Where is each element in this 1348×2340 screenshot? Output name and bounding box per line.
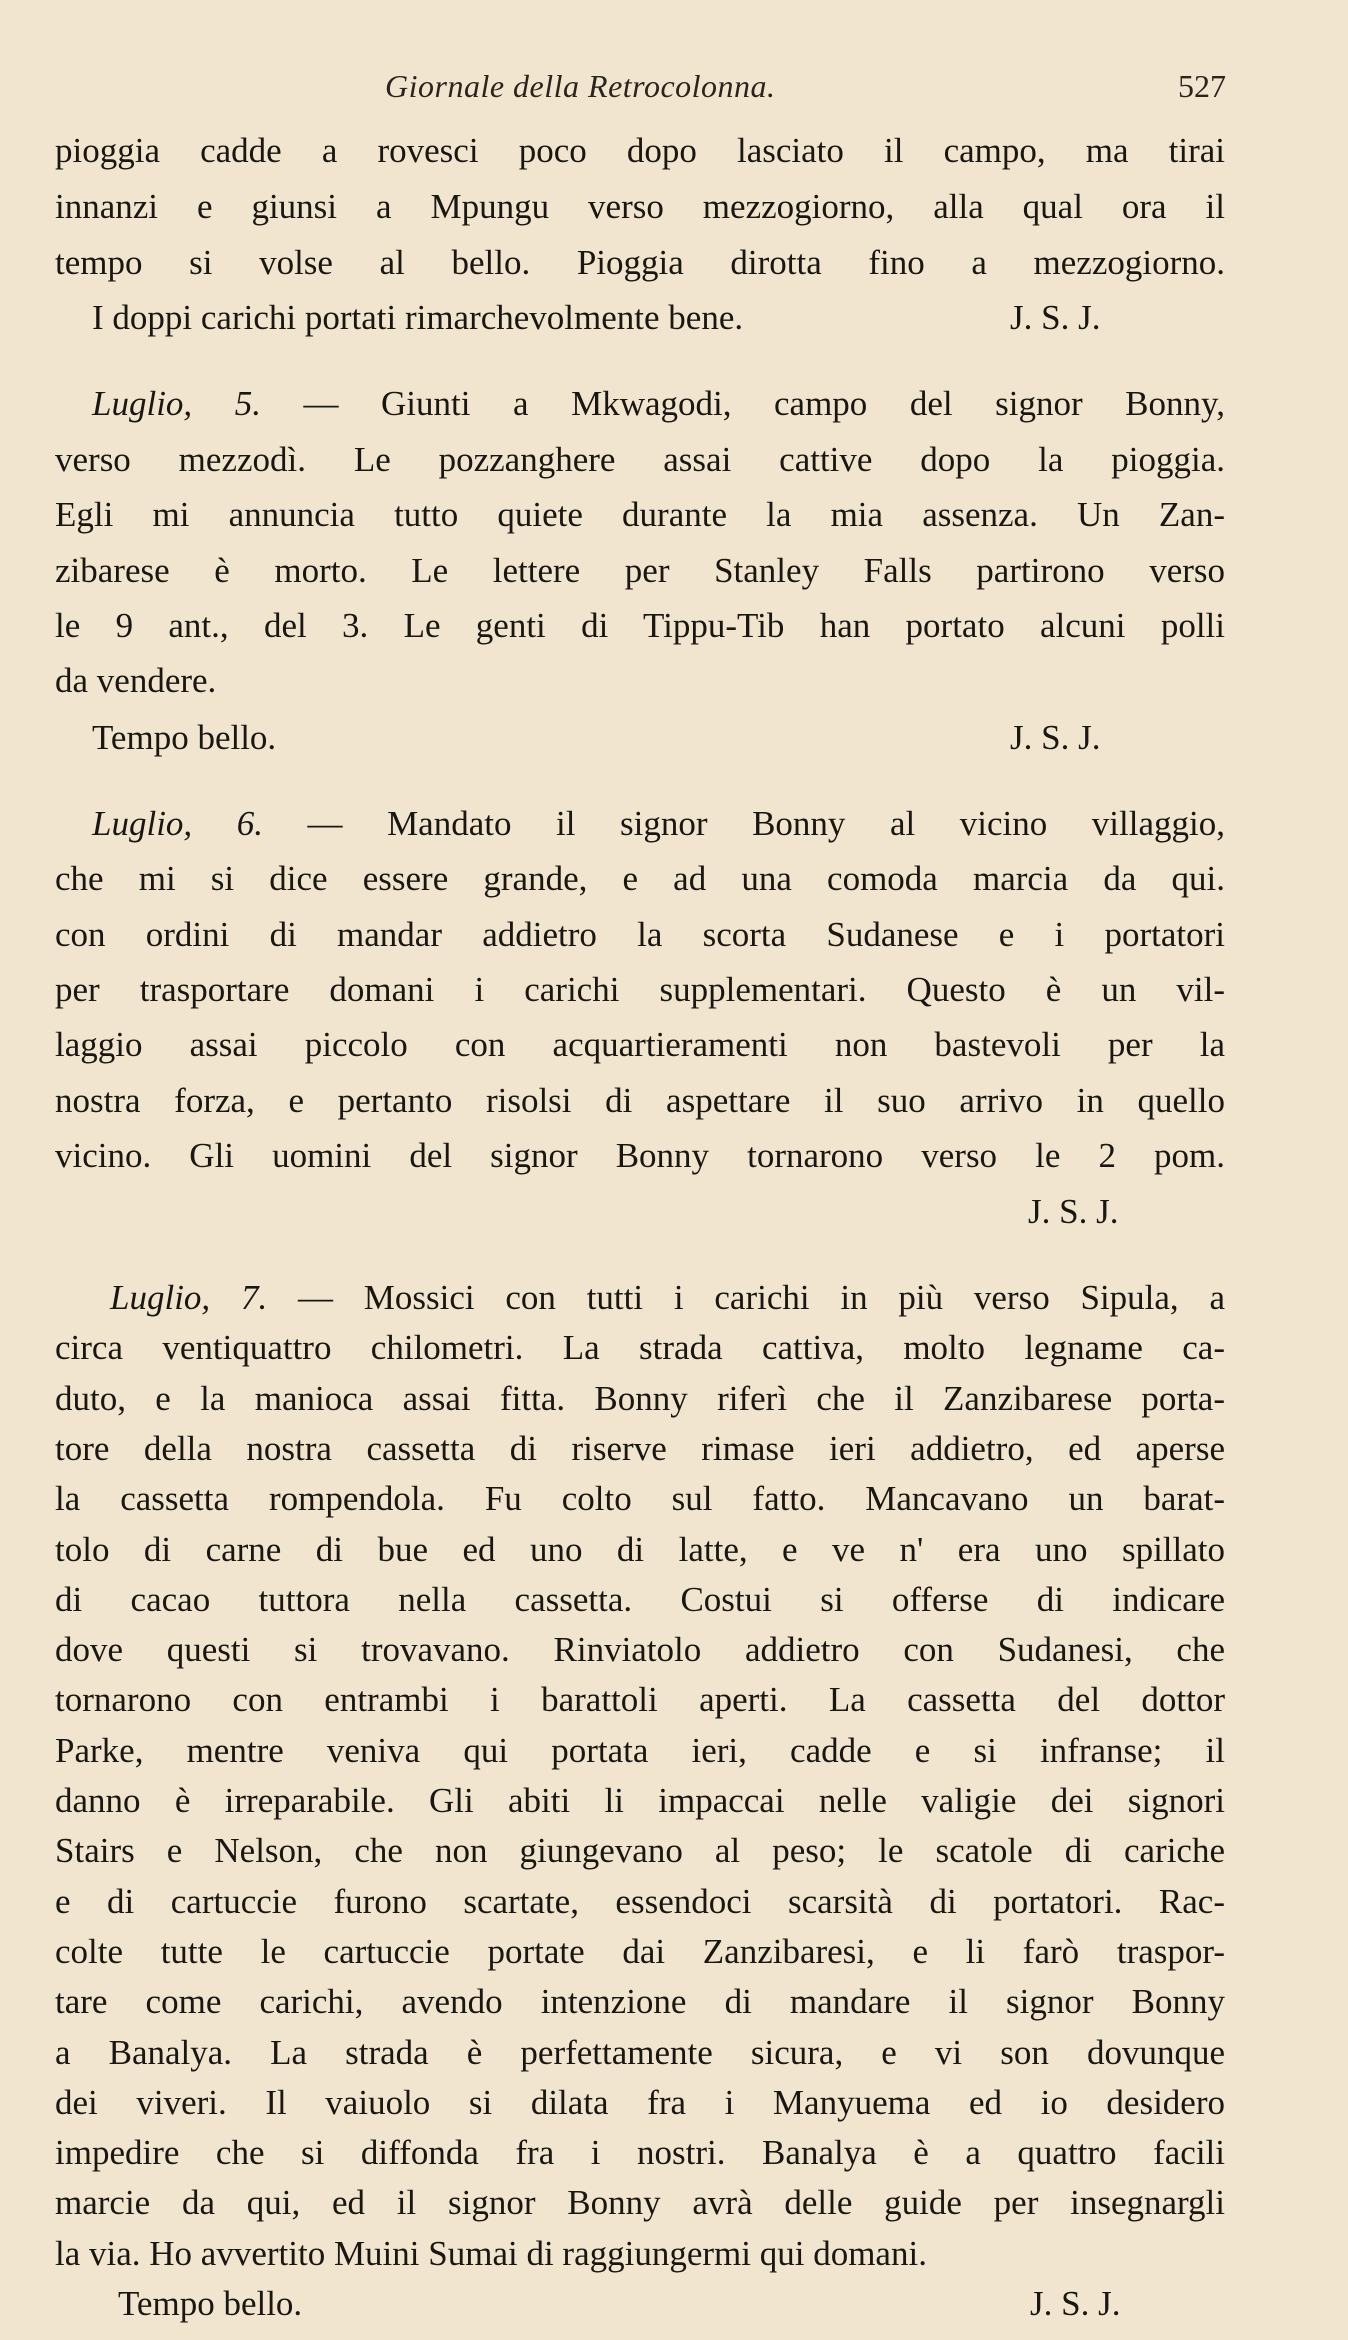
- text-line: circa ventiquattro chilometri. La strada cattiva, molto legname ca-: [55, 1328, 1225, 1368]
- text-line: dove questi si trovavano. Rinviatolo addietro con Sudanesi, che: [55, 1630, 1225, 1670]
- text-line: dei viveri. Il vaiuolo si dilata fra i Manyuema ed io desidero: [55, 2082, 1225, 2122]
- text-line: tore della nostra cassetta di riserve rimase ieri addietro, ed aperse: [55, 1428, 1225, 1468]
- text-line: impedire che si diffonda fra i nostri. Banalya è a quattro facili: [55, 2133, 1225, 2173]
- entry-date: Luglio, 7.: [110, 1278, 268, 1317]
- text-line: Parke, mentre veniva qui portata ieri, cadde e si infranse; il: [55, 1730, 1225, 1770]
- entry-first-line: [110, 1280, 1225, 1315]
- weather-note: Tempo bello.: [118, 2284, 303, 2323]
- text-line: verso mezzodì. Le pozzanghere assai cattive dopo la pioggia.: [55, 440, 1225, 479]
- text-line: che mi si dice essere grande, e ad una comoda marcia da qui.: [55, 859, 1225, 898]
- text-line: tempo si volse al bello. Pioggia dirotta fino a mezzogiorno.: [55, 243, 1225, 282]
- text-line: nostra forza, e pertanto risolsi di aspettare il suo arrivo in quello: [55, 1081, 1225, 1120]
- text-line: Egli mi annuncia tutto quiete durante la mia assenza. Un Zan-: [55, 495, 1225, 534]
- entry-date: Luglio, 6.: [92, 804, 263, 843]
- text-line: tolo di carne di bue ed uno di latte, e ve n' era uno spillato: [55, 1529, 1225, 1569]
- signature: J. S. J.: [1030, 2284, 1121, 2323]
- text-line: marcie da qui, ed il signor Bonny avrà delle guide per insegnargli: [55, 2183, 1225, 2223]
- text-line: e di cartuccie furono scartate, essendoci scarsità di portatori. Rac-: [55, 1881, 1225, 1921]
- text-line: da vendere.: [55, 661, 217, 700]
- signature: J. S. J.: [1010, 298, 1101, 337]
- signature: J. S. J.: [1028, 1192, 1119, 1231]
- text-line: per trasportare domani i carichi supplementari. Questo è un vil-: [55, 970, 1225, 1009]
- text-line: I doppi carichi portati rimarchevolmente bene.: [92, 298, 744, 337]
- text-line: le 9 ant., del 3. Le genti di Tippu-Tib han portato alcuni polli: [55, 606, 1225, 645]
- text-line: a Banalya. La strada è perfettamente sicura, e vi son dovunque: [55, 2032, 1225, 2072]
- text-line: innanzi e giunsi a Mpungu verso mezzogiorno, alla qual ora il: [55, 187, 1225, 226]
- text-line: la cassetta rompendola. Fu colto sul fatto. Mancavano un barat-: [55, 1479, 1225, 1519]
- text-line: danno è irreparabile. Gli abiti li impaccai nelle valigie dei signori: [55, 1781, 1225, 1820]
- entry-first-line: [92, 386, 1225, 421]
- text-line: vicino. Gli uomini del signor Bonny tornarono verso le 2 pom.: [55, 1136, 1225, 1175]
- text-line: duto, e la manioca assai fitta. Bonny riferì che il Zanzibarese porta-: [55, 1378, 1225, 1418]
- text-line: zibarese è morto. Le lettere per Stanley Falls partirono verso: [55, 551, 1225, 590]
- text-line: di cacao tuttora nella cassetta. Costui si offerse di indicare: [55, 1579, 1225, 1619]
- entry-first-line: [92, 806, 1225, 841]
- header-title: Giornale della Retrocolonna.: [385, 68, 776, 104]
- text-line: pioggia cadde a rovesci poco dopo lasciato il campo, ma tirai: [55, 131, 1225, 170]
- entry-text: — Mossici con tutti i carichi in più verso Sipula, a: [267, 1278, 1225, 1317]
- text-line: Stairs e Nelson, che non giungevano al peso; le scatole di cariche: [55, 1831, 1225, 1871]
- weather-note: Tempo bello.: [92, 718, 277, 757]
- entry-text: — Giunti a Mkwagodi, campo del signor Bonny,: [260, 384, 1225, 423]
- text-line: laggio assai piccolo con acquartieramenti non bastevoli per la: [55, 1025, 1225, 1064]
- entry-date: Luglio, 5.: [92, 384, 261, 423]
- text-line: con ordini di mandar addietro la scorta Sudanese e i portatori: [55, 915, 1225, 954]
- text-line: tornarono con entrambi i barattoli aperti. La cassetta del dottor: [55, 1680, 1225, 1720]
- text-line: la via. Ho avvertito Muini Sumai di raggiungermi qui domani.: [55, 2233, 927, 2273]
- text-line: colte tutte le cartuccie portate dai Zanzibaresi, e li farò traspor-: [55, 1931, 1225, 1971]
- page-number: 527: [1178, 68, 1226, 104]
- text-line: tare come carichi, avendo intenzione di mandare il signor Bonny: [55, 1982, 1225, 2022]
- entry-text: — Mandato il signor Bonny al vicino villaggio,: [262, 804, 1225, 843]
- signature: J. S. J.: [1010, 718, 1101, 757]
